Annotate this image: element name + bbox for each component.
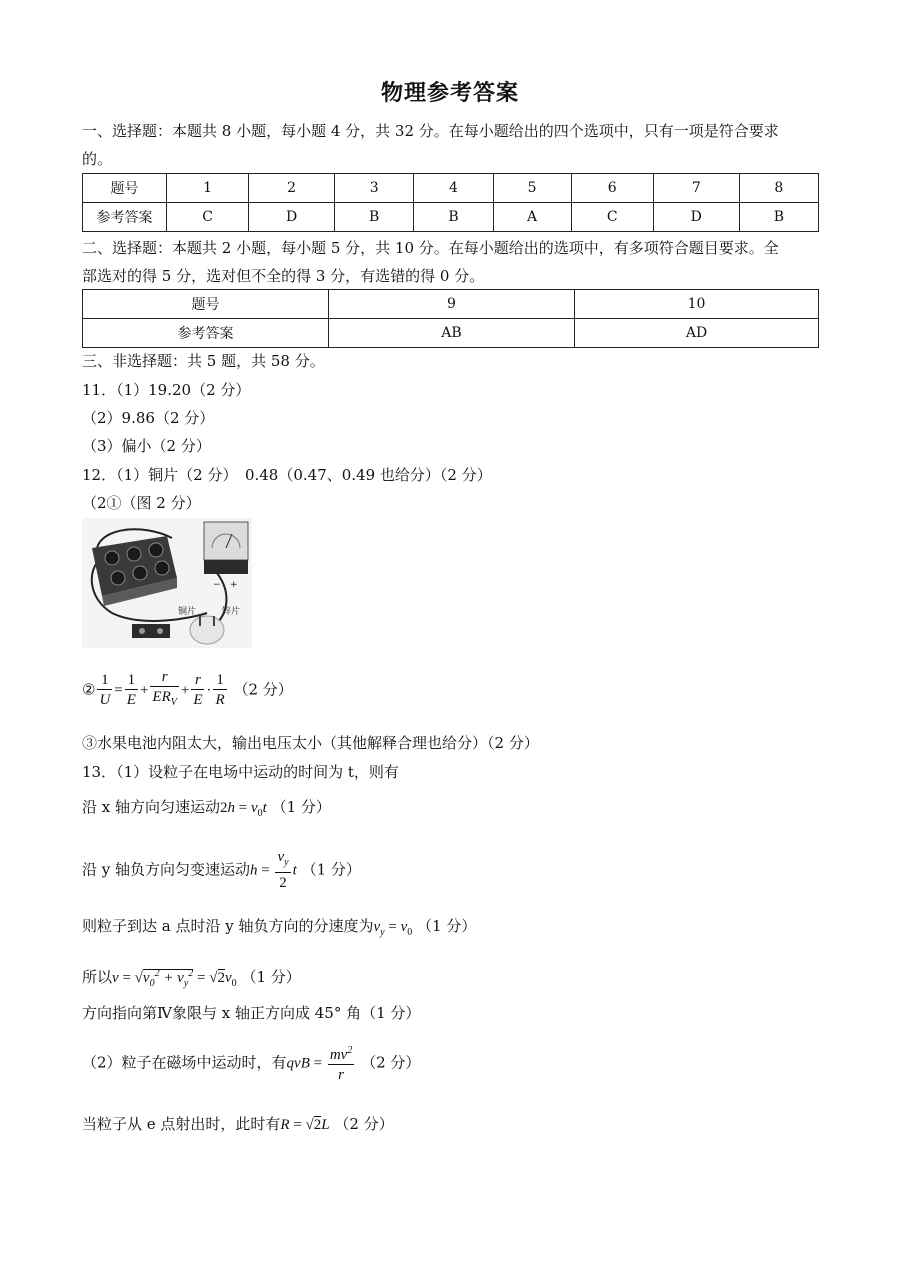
copper-label: 铜片 [178, 607, 197, 617]
x-motion-score: （1 分） [271, 798, 331, 816]
table-cell: A [493, 203, 571, 232]
table-cell: 7 [653, 174, 739, 203]
row-label-answer: 参考答案 [83, 319, 329, 348]
table-cell: 3 [335, 174, 414, 203]
q13-direction: 方向指向第Ⅳ象限与 x 轴正方向成 45° 角（1 分） [82, 1004, 421, 1022]
table-row [83, 203, 819, 232]
y-motion-score: （1 分） [301, 860, 361, 879]
q13-part1-intro: 13．（1）设粒子在电场中运动的时间为 t，则有 [82, 763, 399, 781]
table-cell: C [167, 203, 249, 232]
q13-exit: 当粒子从 e 点射出时，此时有R = √2L （2 分） [82, 1115, 394, 1133]
exit-score: （2 分） [334, 1115, 394, 1133]
table-cell: 9 [329, 290, 575, 319]
table-cell: 4 [414, 174, 493, 203]
row-label-number: 题号 [83, 290, 329, 319]
circuit-photo [82, 518, 252, 648]
table-cell: B [414, 203, 493, 232]
section1-answer-table [82, 173, 819, 232]
q13-v: 所以$v = √v_0^2 + v_y^2 = √2v_0$ （1 分） [82, 968, 301, 989]
vy-text: 则粒子到达 a 点时沿 y 轴负方向的分速度为 [82, 917, 374, 935]
row-label-number: 题号 [83, 174, 167, 203]
switch [132, 624, 170, 638]
magnetic-score: （2 分） [361, 1053, 421, 1072]
section3-intro: 三、非选择题：共 5 题，共 58 分。 [82, 352, 325, 370]
table-row [83, 174, 819, 203]
exit-text: 当粒子从 e 点射出时，此时有 [82, 1115, 281, 1133]
table-cell: 6 [571, 174, 653, 203]
section1-intro-line1: 一、选择题：本题共 8 小题，每小题 4 分，共 32 分。在每小题给出的四个选项中，只有一项是符合要求 [82, 122, 779, 140]
table-cell: 2 [249, 174, 335, 203]
voltmeter-minus-label: − [213, 580, 221, 590]
q13-x-motion: 沿 x 轴方向匀速运动$2h = v_0t$ （1 分） [82, 798, 331, 819]
section2-intro-line1: 二、选择题：本题共 2 小题，每小题 5 分，共 10 分。在每小题给出的选项中，有多项符合题目要求。全 [82, 239, 779, 257]
q12-part2-label: （2①（图 2 分） [82, 494, 201, 512]
voltmeter [204, 522, 248, 574]
q11-part3: （3）偏小（2 分） [82, 437, 211, 455]
formula-prefix: ② [82, 680, 96, 699]
voltmeter-plus-label: + [230, 580, 238, 590]
formula-frac: $\frac{v_y}{2}$ [277, 849, 289, 891]
table-row [83, 319, 819, 348]
table-cell: B [739, 203, 818, 232]
q13-vy: 则粒子到达 a 点时沿 y 轴负方向的分速度为$v_y = v_0$ （1 分） [82, 917, 477, 938]
v-score: （1 分） [241, 968, 301, 986]
q11-part1: 11．（1）19.20（2 分） [82, 381, 251, 399]
table-cell: B [335, 203, 414, 232]
section2-intro-line2: 部选对的得 5 分，选对但不全的得 3 分，有选错的得 0 分。 [82, 267, 485, 285]
table-cell: 8 [739, 174, 818, 203]
table-cell: AB [329, 319, 575, 348]
formula-frac: $\frac{1}{E}$ [126, 672, 136, 708]
table-row [83, 290, 819, 319]
fruit-battery [190, 616, 224, 644]
row-label-answer: 参考答案 [83, 203, 167, 232]
table-cell: 5 [493, 174, 571, 203]
q13-y-motion: 沿 y 轴负方向匀变速运动h = $\frac{v_y}{2}$ t （1 分） [82, 849, 361, 891]
zinc-label: 锌片 [222, 607, 241, 617]
section2-answer-table [82, 289, 819, 348]
q12-part3: ③水果电池内阻太大，输出电压太小（其他解释合理也给分）（2 分） [82, 734, 539, 752]
formula-frac: $\frac{r}{ER_V}$ [150, 668, 178, 713]
table-cell: C [571, 203, 653, 232]
q11-part2: （2）9.86（2 分） [82, 409, 215, 427]
q13-magnetic: （2）粒子在磁场中运动时，有qvB = $\frac{mv^2}{r}$ （2 分） [82, 1042, 420, 1085]
table-cell: D [249, 203, 335, 232]
formula-frac: $\frac{1}{U}$ [99, 672, 111, 708]
table-cell: D [653, 203, 739, 232]
v-text: 所以 [82, 968, 113, 986]
x-motion-text: 沿 x 轴方向匀速运动 [82, 798, 220, 816]
vy-score: （1 分） [417, 917, 477, 935]
table-cell: 10 [575, 290, 819, 319]
formula-frac: $\frac{mv^2}{r}$ [329, 1045, 353, 1083]
q12-part1: 12．（1）铜片（2 分） 0.48（0.47、0.49 也给分）（2 分） [82, 466, 492, 484]
section1-intro-line2: 的。 [82, 150, 113, 168]
formula-score: （2 分） [233, 680, 293, 699]
magnetic-text: （2）粒子在磁场中运动时，有 [82, 1053, 287, 1072]
y-motion-text: 沿 y 轴负方向匀变速运动 [82, 860, 251, 879]
formula-frac: $\frac{1}{R}$ [215, 672, 225, 708]
table-cell: AD [575, 319, 819, 348]
page-title: 物理参考答案 [380, 80, 519, 106]
q12-formula-line: ② $\frac{1}{U}$ = $\frac{1}{E}$ + $\frac{r}{ER_V}$ + $\frac{r}{E}$ · $\frac{1}{R}$ （2 分） [82, 668, 293, 713]
formula-frac: $\frac{r}{E}$ [193, 672, 203, 708]
table-cell: 1 [167, 174, 249, 203]
